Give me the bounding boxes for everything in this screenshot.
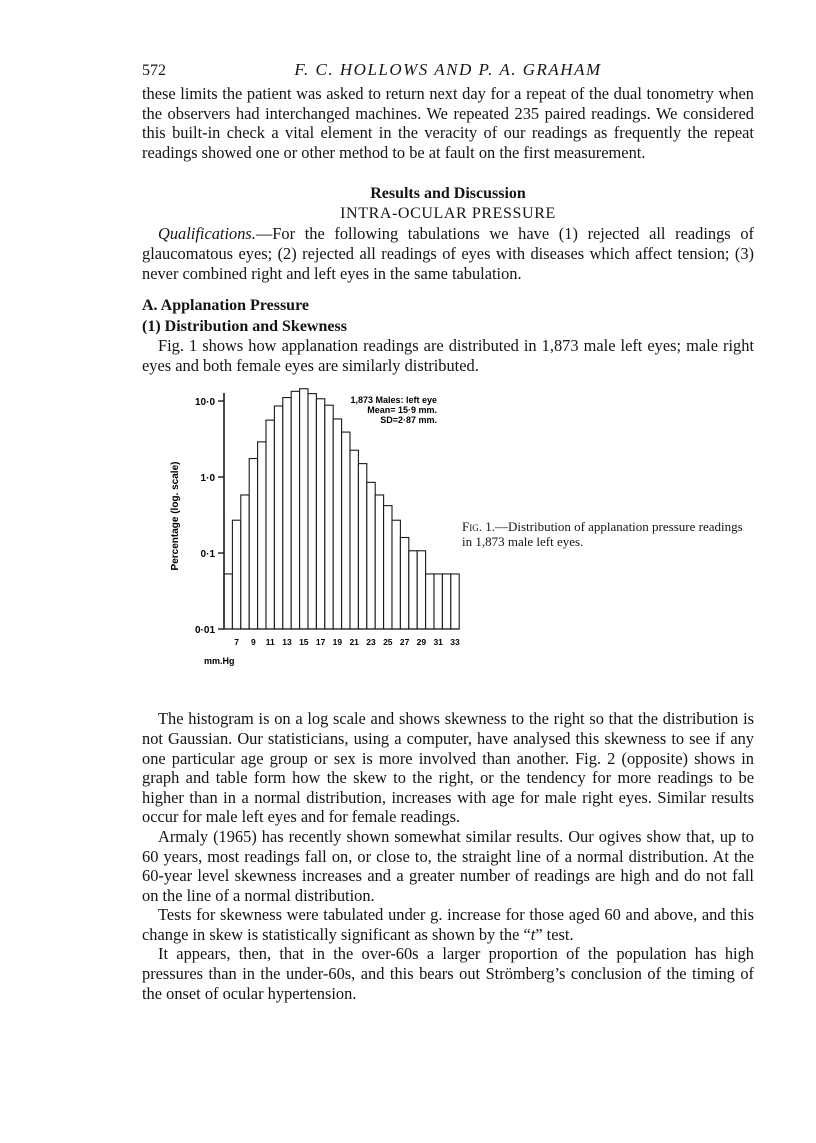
chart-annotation-sd: SD=2·87 mm.	[380, 415, 437, 426]
subsection-1-heading: (1) Distribution and Skewness	[142, 318, 347, 336]
page-number: 572	[142, 62, 166, 79]
qualifications-paragraph	[142, 224, 754, 283]
x-axis-label: mm.Hg	[204, 656, 235, 667]
histogram-bar	[325, 406, 333, 630]
page	[142, 58, 754, 1003]
y-tick-label: 10·0	[194, 397, 215, 409]
histogram-bar	[274, 406, 282, 629]
x-tick-label: 25	[383, 637, 393, 648]
x-tick-label: 7	[234, 637, 239, 648]
y-tick-label: 1·0	[200, 473, 215, 485]
histogram-bar	[426, 574, 434, 629]
histogram-bar	[283, 398, 291, 629]
histogram-bar	[333, 419, 341, 629]
histogram-bar	[316, 399, 324, 629]
skewness-tests-text-a: Tests for skewness were tabulated under g. increase for those aged 60 and above, and this change in skew is statistically significant as shown by the “	[142, 905, 754, 944]
section-subtitle: INTRA-OCULAR PRESSURE	[340, 205, 556, 223]
figure-1	[142, 381, 754, 681]
x-tick-label: 21	[349, 637, 359, 648]
x-tick-label: 17	[315, 637, 326, 648]
histogram-bar	[241, 495, 249, 629]
x-tick-label: 19	[332, 637, 343, 648]
x-tick-label: 9	[251, 637, 256, 648]
section-title: Results and Discussion	[370, 185, 526, 203]
histogram-bar	[232, 521, 240, 630]
y-axis-label: Percentage (log. scale)	[170, 461, 181, 571]
figure-caption-text: —Distribution of applanation pressure readings in 1,873 male left eyes.	[462, 519, 743, 550]
histogram-bar	[350, 451, 358, 630]
figure-caption-label: Fig. 1.	[462, 519, 495, 535]
t-symbol: t	[530, 924, 536, 944]
histogram-bar	[409, 551, 417, 629]
x-tick-label: 33	[450, 637, 460, 648]
histogram-bar	[384, 506, 392, 629]
armaly-paragraph: Armaly (1965) has recently shown somewhat similar results. Our ogives show that, up to 60 years, most readings fall on, or close to, the straight line of a normal distribution. At the 60-year level skewness increases and a greater number of readings are high and do not fall on the line of a normal distribution.	[142, 826, 754, 905]
histogram-chart	[164, 381, 464, 681]
x-tick-label: 11	[265, 637, 275, 648]
histogram-bar	[392, 521, 400, 630]
histogram-bar	[291, 392, 299, 630]
histogram-bar	[258, 442, 266, 629]
x-tick-label: 31	[433, 637, 443, 648]
histogram-paragraph: The histogram is on a log scale and shows skewness to the right so that the distribution is not Gaussian. Our statisticians, using a computer, have analysed this skewness to see if any one particular age group or sex is more involved than another. Fig. 2 (opposite) shows in graph and table form how the skew to the right, or the tendency for more readings to be higher than in a normal distribution, increases with age for male right eyes. Similar results occur for male left eyes and for female readings.	[142, 709, 754, 827]
chart-title: 1,873 Males: left eye	[350, 395, 437, 406]
qualifications-text: —For the following tabulations we have (1) rejected all readings of glaucomatous eyes; (2) rejected all readings of eyes with diseases which affect tension; (3) never combined right and left eyes in the same tabulation.	[142, 224, 754, 283]
histogram-bar	[358, 464, 366, 629]
histogram-bar	[417, 551, 425, 629]
paragraph-top: these limits the patient was asked to return next day for a repeat of the dual tonometry when the observers had interchanged machines. We repeated 235 paired readings. We considered this built-in check a vital element in the veracity of our readings as frequently the repeat readings showed one or other method to be at fault on the first measurement.	[142, 84, 754, 162]
subsection-a-heading: A. Applanation Pressure	[142, 297, 309, 315]
x-tick-label: 13	[282, 637, 292, 648]
histogram-bar	[266, 420, 274, 629]
chart-annotation-mean: Mean= 15·9 mm.	[367, 405, 437, 416]
x-tick-label: 29	[416, 637, 427, 648]
x-tick-label: 23	[366, 637, 376, 648]
figure-intro-paragraph: Fig. 1 shows how applanation readings are distributed in 1,873 male left eyes; male right eyes and both female eyes are similarly distributed.	[142, 336, 754, 375]
histogram-bar	[249, 459, 257, 629]
histogram-bar	[342, 432, 350, 629]
histogram-bar	[224, 574, 232, 629]
x-tick-label: 15	[299, 637, 309, 648]
running-title: F. C. HOLLOWS AND P. A. GRAHAM	[294, 60, 602, 79]
qualifications-label: Qualifications.	[158, 224, 256, 244]
histogram-bar	[367, 483, 375, 630]
histogram-bar	[451, 574, 459, 629]
histogram-bar	[308, 394, 316, 629]
page-header	[142, 58, 754, 84]
histogram-bar	[375, 495, 383, 629]
histogram-bar	[442, 574, 450, 629]
conclusion-paragraph: It appears, then, that in the over-60s a larger proportion of the population has high pressures than in the under-60s, and this bears out Strömberg’s conclusion of the timing of the onset of ocular hypertension.	[142, 944, 754, 1003]
skewness-tests-text-b: ” test.	[535, 924, 574, 944]
skewness-tests-paragraph	[142, 905, 754, 944]
y-tick-label: 0·1	[200, 549, 215, 561]
histogram-bar	[400, 538, 408, 630]
x-tick-label: 27	[399, 637, 410, 648]
y-tick-label: 0·01	[194, 625, 215, 637]
histogram-bar	[300, 389, 308, 629]
figure-caption	[462, 519, 754, 549]
histogram-bar	[434, 574, 442, 629]
